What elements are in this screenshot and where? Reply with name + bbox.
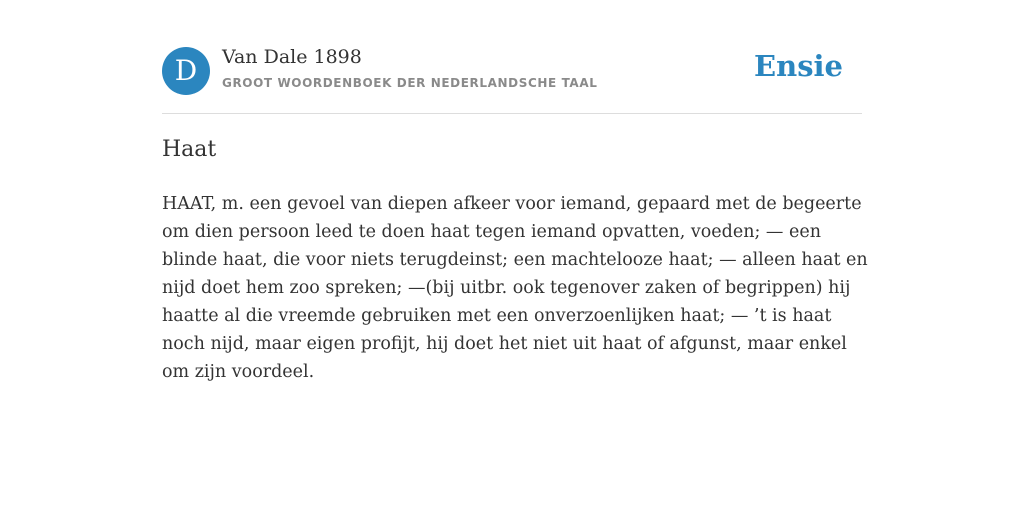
entry-definition: HAAT, m. een gevoel van diepen afkeer voor iemand, gepaard met de begeerte om dien persoon leed te doen haat tegen iemand opvatten, voeden; — een blinde haat, die voor niets terugdeinst; een machtelooze haat; — alleen haat en nijd doet hem zoo spreken; —(bij uitbr. ook tegenover zaken of begrippen) hij haatte al die vreemde gebruiken met een onverzoenlijken haat; — ’t is haat noch nijd, maar eigen profijt, hij doet het niet uit haat of afgunst, maar enkel om zijn voordeel. <box>162 194 868 382</box>
brand-logo[interactable]: Ensie <box>754 49 843 83</box>
source-logo[interactable]: D <box>162 47 210 95</box>
header-divider <box>162 113 862 114</box>
header <box>162 46 862 96</box>
source-title[interactable]: Van Dale 1898 <box>222 46 362 68</box>
entry-headword: Haat <box>162 137 217 162</box>
source-subtitle: GROOT WOORDENBOEK DER NEDERLANDSCHE TAAL <box>222 76 598 90</box>
